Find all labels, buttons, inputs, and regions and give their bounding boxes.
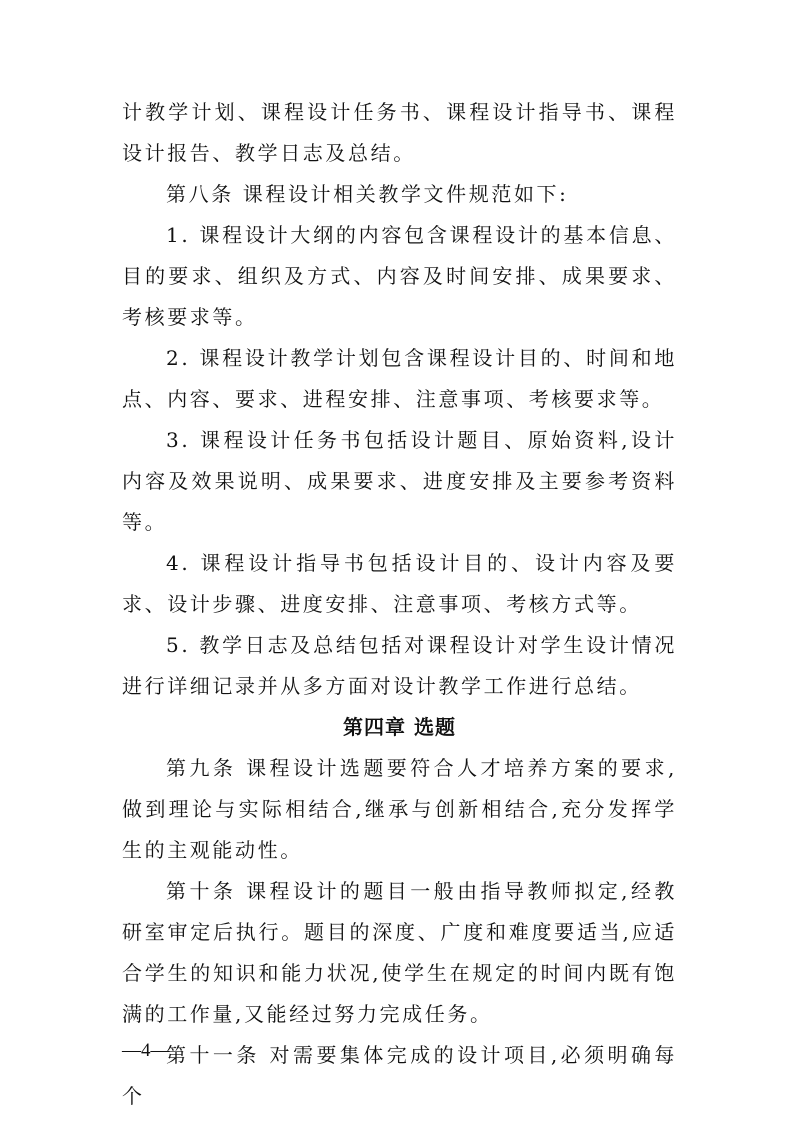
article-8-item-2: 2. 课程设计教学计划包含课程设计目的、时间和地点、内容、要求、进程安排、注意事项、考核要求等。 xyxy=(122,346,677,411)
article-8-item-5: 5. 教学日志及总结包括对课程设计对学生设计情况进行详细记录并从多方面对设计教学工作进行总结。 xyxy=(122,633,677,698)
article-10: 第十条 课程设计的题目一般由指导教师拟定,经教研室审定后执行。题目的深度、广度和难度要适当,应适合学生的知识和能力状况,使学生在规定的时间内既有饱满的工作量,又能经过努力完成任务。 xyxy=(122,879,677,1026)
article-11: 第十一条 对需要集体完成的设计项目,必须明确每个 xyxy=(122,1043,677,1108)
article-8-item-3: 3. 课程设计任务书包括设计题目、原始资料,设计内容及效果说明、成果要求、进度安排及主要参考资料等。 xyxy=(122,428,677,534)
page-number: —4— xyxy=(122,1040,170,1061)
article-8-item-4: 4. 课程设计指导书包括设计目的、设计内容及要求、设计步骤、进度安排、注意事项、考核方式等。 xyxy=(122,551,677,616)
paragraph-continuation: 计教学计划、课程设计任务书、课程设计指导书、课程设计报告、教学日志及总结。 xyxy=(122,100,677,165)
chapter-heading: 第四章 选题 xyxy=(343,715,456,739)
article-8-item-1: 1. 课程设计大纲的内容包含课程设计的基本信息、目的要求、组织及方式、内容及时间安排、成果要求、考核要求等。 xyxy=(122,223,677,329)
article-8: 第八条 课程设计相关教学文件规范如下: xyxy=(166,182,569,206)
body-text xyxy=(122,92,677,1117)
article-9: 第九条 课程设计选题要符合人才培养方案的要求,做到理论与实际相结合,继承与创新相结合,充分发挥学生的主观能动性。 xyxy=(122,756,677,862)
